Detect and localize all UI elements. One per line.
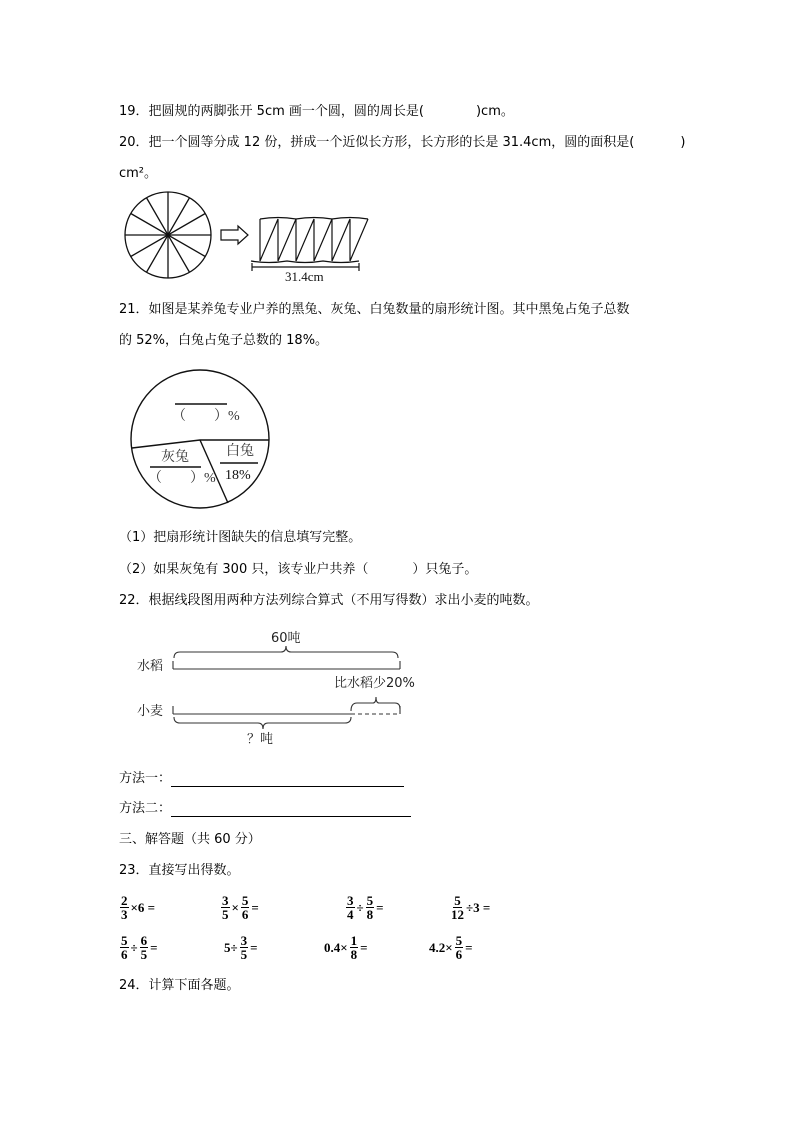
q21-sub1: （1）把扇形统计图缺失的信息填写完整。 (119, 530, 362, 545)
pie-black-blank[interactable]: （ ）% (172, 409, 240, 424)
q21-sub2-text: （2）如果灰兔有 300 只，该专业户共养（ (119, 562, 369, 577)
q21-sub2-end: ）只兔子。 (412, 562, 478, 577)
exercise[interactable] (428, 934, 474, 961)
brace-less (351, 697, 400, 711)
numerator: 5 (454, 893, 461, 908)
expression-text: = (376, 899, 384, 915)
q19-text: 19．把圆规的两脚张开 5cm 画一个圆，圆的周长是( (119, 104, 424, 119)
numerator: 3 (222, 893, 229, 908)
pie-chart (131, 370, 269, 508)
numerator: 5 (366, 893, 374, 908)
denominator: 5 (240, 947, 248, 962)
exercise[interactable] (450, 894, 491, 921)
fraction (350, 934, 359, 961)
pie-white-value: 18% (225, 468, 251, 483)
fraction (120, 894, 129, 921)
method-1-answer-line[interactable] (171, 773, 404, 787)
rice-label: 水稻 (137, 659, 164, 674)
q20-end: ) (680, 135, 686, 150)
fraction (240, 934, 249, 961)
denominator: 6 (241, 907, 249, 922)
denominator: 4 (347, 907, 354, 922)
q20-text: 20．把一个圆等分成 12 份，拼成一个近似长方形，长方形的长是 31.4cm，圆的面积是( (119, 135, 635, 150)
denominator: 8 (350, 947, 358, 962)
fraction (221, 894, 230, 921)
method-2-label: 方法二： (119, 801, 172, 816)
expression-text: × (231, 899, 239, 915)
pie-white-label: 白兔 (226, 444, 254, 459)
pie-gray-blank[interactable]: （ ）% (148, 471, 216, 486)
expression-text: ÷3 = (466, 899, 491, 915)
denominator: 5 (140, 947, 148, 962)
denominator: 6 (121, 947, 128, 962)
expression-text: = (251, 899, 259, 915)
method-2 (119, 801, 411, 817)
numerator: 3 (240, 933, 248, 948)
fraction (120, 934, 129, 961)
q21-sub2 (119, 562, 477, 578)
denominator: 6 (455, 947, 463, 962)
wheat-label: 小麦 (137, 704, 164, 719)
pie-outline (131, 370, 269, 508)
numerator: 1 (350, 933, 358, 948)
method-1 (119, 771, 404, 787)
fraction (346, 894, 355, 921)
fraction (241, 894, 250, 921)
expression-text: = (250, 939, 258, 955)
exercise[interactable] (323, 934, 369, 961)
denominator: 3 (121, 907, 128, 922)
figure-length-label: 31.4cm (285, 269, 324, 284)
q19-end: )cm。 (475, 104, 514, 119)
arrow-right-icon (221, 226, 248, 244)
rice-total-label: 60吨 (271, 631, 301, 646)
expression-text: ×6 = (130, 899, 156, 915)
expression-text: = (150, 939, 158, 955)
expression-text: 4.2× (429, 939, 453, 955)
expression-text: ÷ (130, 939, 138, 955)
exercise[interactable] (345, 894, 385, 921)
denominator: 8 (366, 907, 374, 922)
expression-text: 0.4× (324, 939, 348, 955)
fraction (366, 894, 375, 921)
exercise[interactable] (223, 934, 259, 961)
exercise[interactable] (220, 894, 260, 921)
expression-text: = (360, 939, 368, 955)
numerator: 5 (241, 893, 249, 908)
numerator: 2 (121, 893, 128, 908)
q24-text: 24．计算下面各题。 (119, 978, 240, 993)
expression-text: = (465, 939, 473, 955)
numerator: 5 (121, 933, 128, 948)
exercise[interactable] (119, 934, 159, 961)
expression-text: ÷ (356, 899, 364, 915)
rectangle-from-sectors (251, 218, 368, 272)
exercise[interactable] (119, 894, 156, 921)
numerator: 3 (347, 893, 354, 908)
brace-bottom (174, 717, 351, 729)
method-1-label: 方法一： (119, 771, 172, 786)
unknown-label: ？吨 (247, 732, 274, 747)
brace-top (174, 646, 398, 658)
q23-text: 23．直接写出得数。 (119, 863, 240, 878)
q21-text1: 21．如图是某养兔专业户养的黑兔、灰兔、白兔数量的扇形统计图。其中黑兔占兔子总数 (119, 302, 630, 317)
method-2-answer-line[interactable] (171, 803, 411, 817)
less-label: 比水稻少20% (334, 676, 415, 691)
denominator: 12 (451, 907, 464, 922)
divided-circle-icon (125, 192, 211, 278)
expression-text: 5÷ (224, 939, 238, 955)
numerator: 5 (455, 933, 463, 948)
numerator: 6 (140, 933, 148, 948)
fraction (140, 934, 149, 961)
fraction (455, 934, 464, 961)
section-3-heading: 三、解答题（共 60 分） (119, 832, 261, 847)
fraction (451, 894, 464, 921)
pie-gray-label: 灰兔 (161, 450, 189, 465)
q20-unit: cm²。 (119, 166, 158, 181)
denominator: 5 (222, 907, 229, 922)
q22-text: 22．根据线段图用两种方法列综合算式（不用写得数）求出小麦的吨数。 (119, 593, 539, 608)
q21-text2: 的 52%，白兔占兔子总数的 18%。 (119, 333, 329, 348)
